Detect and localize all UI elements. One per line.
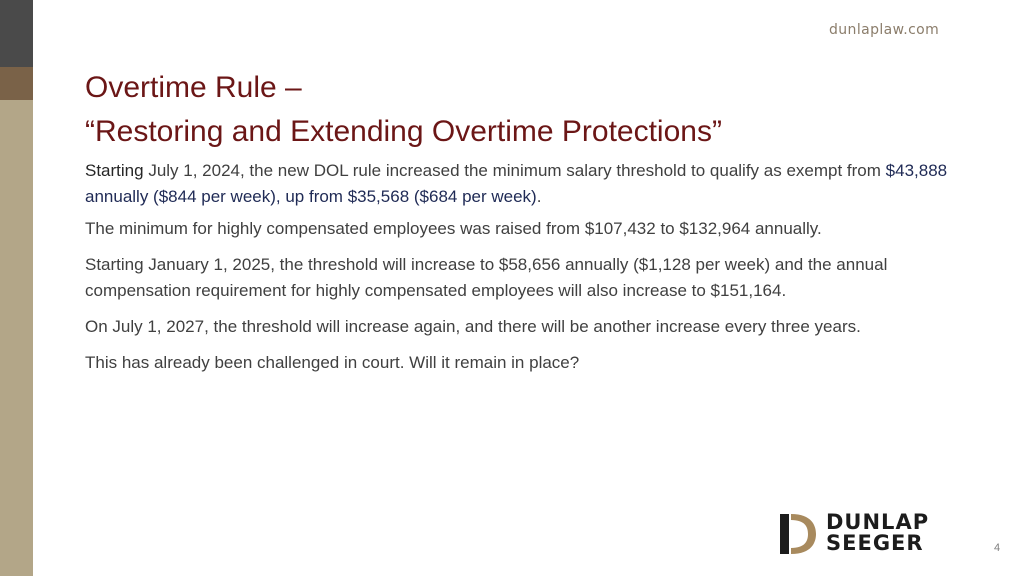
paragraph-1-lead: Starting [85,161,144,180]
paragraph-5: This has already been challenged in court. Will it remain in place? [85,353,580,372]
logo-line-1: DUNLAP [826,510,930,534]
logo-line-2: SEEGER [826,531,924,555]
paragraph-1-text: July 1, 2024, the new DOL rule increased the minimum salary threshold to qualify as exempt from [143,161,886,180]
logo-mark-icon [778,512,818,556]
sidebar-tan-block [0,100,33,576]
paragraph-1-end: . [536,187,542,206]
dunlap-seeger-logo [778,512,958,556]
logo-wordmark [826,512,929,554]
slide-title [85,66,985,154]
paragraph-2: The minimum for highly compensated employees was raised from $107,432 to $132,964 annually. [85,219,822,238]
site-url: dunlaplaw.com [829,22,940,38]
paragraph-1-highlight: $43,888 annually ($844 per week), up from $35,568 ($684 per week) [85,161,948,206]
page-number: 4 [994,542,1001,554]
title-line-1: Overtime Rule – [85,71,302,104]
sidebar-brown-block [0,67,33,100]
paragraph-4: On July 1, 2027, the threshold will increase again, and there will be another increase every three years. [85,317,861,336]
slide-body [85,158,955,386]
paragraph-1 [85,158,955,210]
paragraph-3: Starting January 1, 2025, the threshold will increase to $58,656 annually ($1,128 per week) and the annual compensation requirement for highly compensated employees will also increase to $151,164. [85,255,888,300]
sidebar-dark-block [0,0,33,67]
title-line-2: “Restoring and Extending Overtime Protections” [85,115,722,148]
